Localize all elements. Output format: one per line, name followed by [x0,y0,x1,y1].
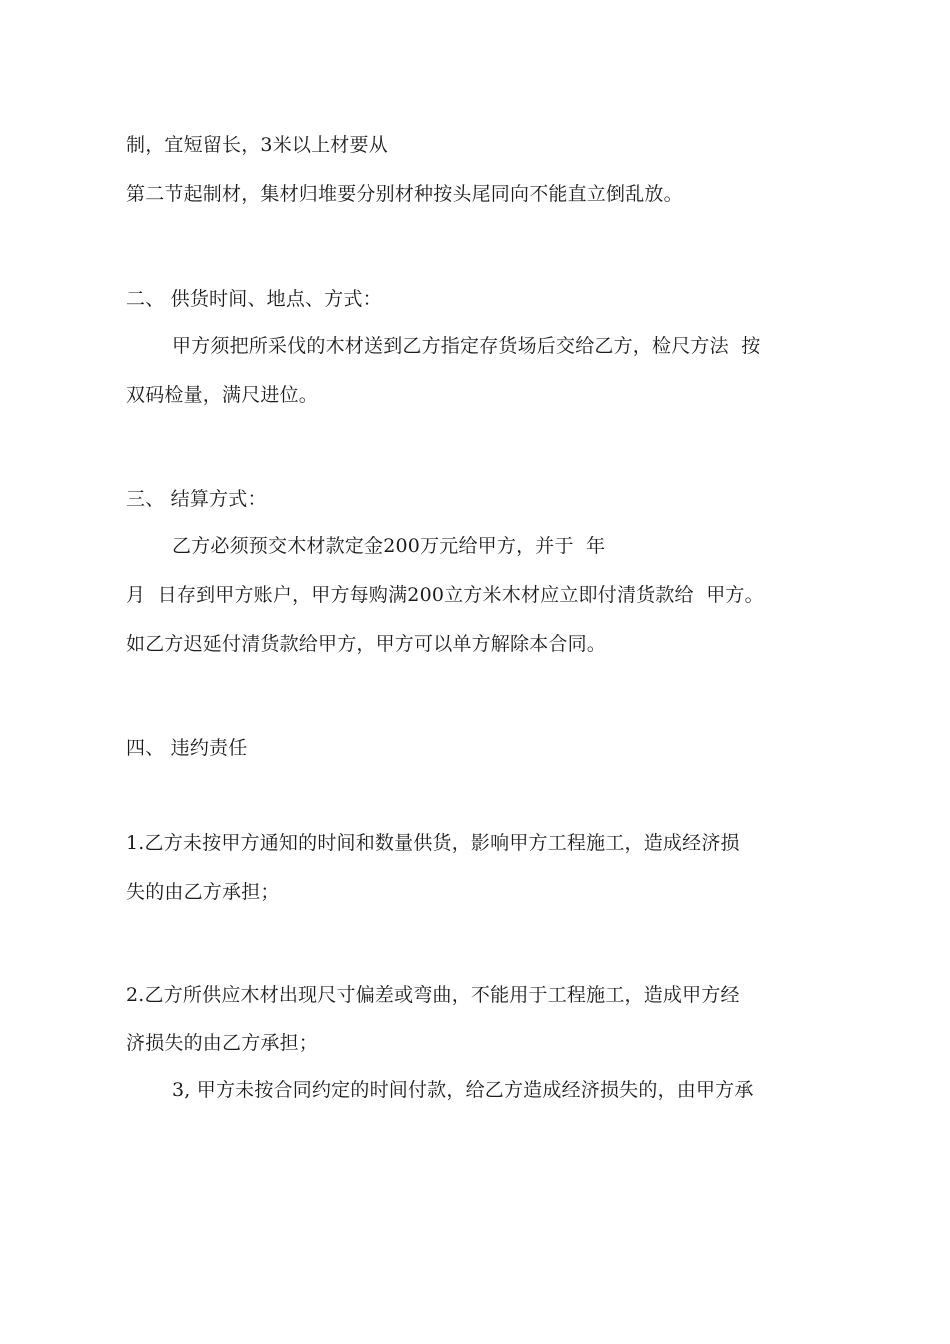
section-heading: 二、 供货时间、地点、方式： [126,288,382,310]
clause-line: 济损失的由乙方承担； [126,1032,319,1054]
paragraph-line: 甲方须把所采伐的木材送到乙方指定存货场后交给乙方，检尺方法 按 [172,335,761,357]
section-heading: 三、 结算方式： [126,488,267,510]
paragraph-line: 制，宜短留长，3米以上材要从 [126,134,388,156]
clause-line: 3, 甲方未按合同约定的时间付款，给乙方造成经济损失的，由甲方承 [172,1079,754,1101]
paragraph-line: 月 日存到甲方账户，甲方每购满200立方米木材应立即付清货款给 甲方。 [126,584,764,606]
clause-line: 失的由乙方承担； [126,881,280,903]
clause-line: 2.乙方所供应木材出现尺寸偏差或弯曲，不能用于工程施工，造成甲方经 [126,984,740,1006]
paragraph-line: 如乙方迟延付清货款给甲方，甲方可以单方解除本合同。 [126,633,607,655]
clause-line: 1.乙方未按甲方通知的时间和数量供货，影响甲方工程施工，造成经济损 [126,832,740,854]
section-heading: 四、 违约责任 [126,737,248,759]
paragraph-line: 第二节起制材，集材归堆要分别材种按头尾同向不能直立倒乱放。 [126,183,683,205]
paragraph-line: 双码检量，满尺进位。 [126,384,319,406]
paragraph-line: 乙方必须预交木材款定金200万元给甲方，并于 年 [172,535,606,557]
